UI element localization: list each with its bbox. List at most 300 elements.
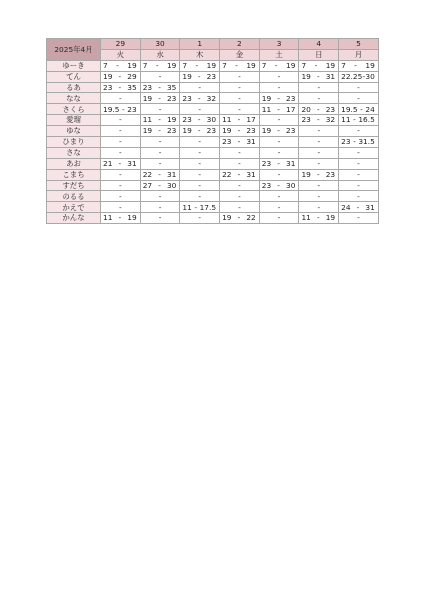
shift-start: 11 <box>222 115 232 125</box>
shift-end: 17 <box>286 104 296 114</box>
staff-name: ゆーき <box>47 60 101 71</box>
shift-range <box>299 106 338 113</box>
shift-start: 22 <box>142 169 153 179</box>
range-separator: - <box>277 104 280 114</box>
staff-row <box>47 60 379 71</box>
no-shift-dash: - <box>238 159 241 169</box>
shift-range <box>299 171 338 178</box>
range-separator: - <box>158 180 161 190</box>
shift-cell <box>101 104 141 115</box>
staff-name: ゆな <box>47 126 101 137</box>
no-shift-dash: - <box>238 148 241 158</box>
day-number: 30 <box>140 39 180 50</box>
no-shift-dash: - <box>119 180 122 190</box>
range-separator: - <box>118 213 122 223</box>
shift-range <box>180 62 219 69</box>
no-shift-dash: - <box>357 148 360 158</box>
no-shift-dash: - <box>198 137 202 147</box>
no-shift-cell <box>299 126 339 137</box>
no-shift-dash: - <box>317 202 321 212</box>
no-shift-cell <box>140 191 180 202</box>
day-number: 2 <box>220 39 260 50</box>
shift-start: 23 <box>103 82 113 92</box>
range-separator: - <box>316 104 320 114</box>
shift-range <box>101 106 140 113</box>
no-shift-cell <box>140 202 180 213</box>
no-shift-cell <box>220 202 260 213</box>
no-shift-cell <box>101 115 141 126</box>
no-shift-dash: - <box>238 82 241 92</box>
no-shift-cell <box>220 104 260 115</box>
no-shift-cell <box>101 147 141 158</box>
shift-range <box>141 127 180 134</box>
no-shift-dash: - <box>277 169 281 179</box>
staff-row <box>47 93 379 104</box>
no-shift-dash: - <box>198 159 202 169</box>
range-separator: - <box>316 213 320 223</box>
shift-end: 31 <box>246 169 256 179</box>
no-shift-dash: - <box>277 71 281 81</box>
no-shift-cell <box>299 137 339 148</box>
range-separator: - <box>158 82 161 92</box>
range-separator: - <box>197 93 201 103</box>
no-shift-cell <box>259 213 299 224</box>
weekday-label: 月 <box>339 49 379 60</box>
shift-range <box>299 214 338 221</box>
shift-range <box>339 204 378 211</box>
range-separator: - <box>277 126 280 136</box>
shift-start: 7 <box>182 61 188 71</box>
staff-name: さな <box>47 147 101 158</box>
shift-end: 19 <box>325 61 336 71</box>
shift-end: 16.5 <box>358 115 375 125</box>
shift-cell <box>299 169 339 180</box>
shift-cell <box>140 115 180 126</box>
shift-range <box>220 214 259 221</box>
no-shift-dash: - <box>119 93 122 103</box>
no-shift-cell <box>140 158 180 169</box>
shift-start: 19 <box>301 169 311 179</box>
no-shift-cell <box>180 82 220 93</box>
no-shift-cell <box>339 82 379 93</box>
shift-end: 19 <box>166 61 177 71</box>
no-shift-dash: - <box>158 137 162 147</box>
no-shift-dash: - <box>357 213 360 223</box>
shift-end: 30 <box>365 71 375 81</box>
no-shift-cell <box>180 169 220 180</box>
shift-cell <box>220 213 260 224</box>
range-separator: - <box>235 61 238 71</box>
weekday-label: 日 <box>299 49 339 60</box>
shift-start: 21 <box>103 159 113 169</box>
shift-range <box>141 62 180 69</box>
no-shift-dash: - <box>238 93 241 103</box>
staff-name: さくら <box>47 104 101 115</box>
no-shift-cell <box>299 191 339 202</box>
shift-end: 32 <box>325 115 336 125</box>
shift-end: 17 <box>246 115 256 125</box>
no-shift-cell <box>339 213 379 224</box>
range-separator: - <box>237 213 241 223</box>
shift-cell <box>339 60 379 71</box>
shift-range <box>220 127 259 134</box>
range-separator: - <box>197 115 201 125</box>
no-shift-dash: - <box>357 169 360 179</box>
no-shift-cell <box>299 158 339 169</box>
shift-cell <box>140 93 180 104</box>
shift-range <box>141 171 180 178</box>
shift-start: 7 <box>261 61 267 71</box>
shift-range <box>299 73 338 80</box>
range-separator: - <box>277 180 280 190</box>
no-shift-dash: - <box>158 202 162 212</box>
shift-end: 23 <box>166 93 177 103</box>
range-separator: - <box>237 169 241 179</box>
shift-cell <box>259 158 299 169</box>
no-shift-cell <box>299 180 339 191</box>
no-shift-cell <box>339 93 379 104</box>
shift-end: 35 <box>166 82 177 92</box>
shift-start: 19 <box>182 126 192 136</box>
shift-cell <box>140 82 180 93</box>
staff-row <box>47 137 379 148</box>
shift-start: 23 <box>301 115 311 125</box>
weekday-label: 木 <box>180 49 220 60</box>
staff-row <box>47 169 379 180</box>
no-shift-dash: - <box>317 191 321 201</box>
no-shift-dash: - <box>317 148 321 158</box>
range-separator: - <box>316 115 320 125</box>
shift-range <box>339 62 378 69</box>
staff-name: てん <box>47 71 101 82</box>
no-shift-cell <box>180 180 220 191</box>
shift-end: 19 <box>246 61 256 71</box>
no-shift-cell <box>101 137 141 148</box>
shift-end: 19 <box>206 61 217 71</box>
shift-cell <box>140 180 180 191</box>
no-shift-dash: - <box>238 71 241 81</box>
shift-end: 23 <box>206 71 217 81</box>
shift-start: 23 <box>182 93 192 103</box>
range-separator: - <box>353 115 356 125</box>
no-shift-cell <box>259 82 299 93</box>
shift-end: 30 <box>166 180 177 190</box>
shift-start: 19 <box>222 126 232 136</box>
shift-end: 30 <box>206 115 217 125</box>
staff-row <box>47 202 379 213</box>
no-shift-cell <box>140 137 180 148</box>
shift-range <box>339 138 378 145</box>
no-shift-cell <box>180 137 220 148</box>
shift-range <box>180 127 219 134</box>
range-separator: - <box>237 137 241 147</box>
shift-range <box>260 182 299 189</box>
shift-end: 31 <box>127 159 137 169</box>
shift-range <box>260 106 299 113</box>
shift-cell <box>299 60 339 71</box>
no-shift-cell <box>259 191 299 202</box>
shift-start: 20 <box>301 104 311 114</box>
staff-name: すだち <box>47 180 101 191</box>
range-separator: - <box>354 61 357 71</box>
no-shift-dash: - <box>198 169 202 179</box>
no-shift-dash: - <box>158 71 162 81</box>
shift-range <box>299 62 338 69</box>
range-separator: - <box>158 93 161 103</box>
no-shift-dash: - <box>357 159 360 169</box>
no-shift-dash: - <box>357 126 360 136</box>
shift-start: 24 <box>341 202 351 212</box>
weekday-label: 火 <box>101 49 141 60</box>
shift-end: 31 <box>246 137 256 147</box>
no-shift-cell <box>259 202 299 213</box>
no-shift-cell <box>220 180 260 191</box>
no-shift-dash: - <box>119 148 122 158</box>
no-shift-dash: - <box>198 191 202 201</box>
shift-cell <box>220 137 260 148</box>
shift-cell <box>339 115 379 126</box>
no-shift-cell <box>180 158 220 169</box>
staff-row <box>47 126 379 137</box>
staff-name: あお <box>47 158 101 169</box>
shift-start: 19 <box>182 71 192 81</box>
range-separator: - <box>274 61 278 71</box>
no-shift-cell <box>339 191 379 202</box>
shift-end: 30 <box>286 180 296 190</box>
range-separator: - <box>362 71 366 81</box>
shift-start: 19 <box>142 126 153 136</box>
shift-cell <box>140 60 180 71</box>
day-number: 4 <box>299 39 339 50</box>
staff-row <box>47 158 379 169</box>
shift-cell <box>180 93 220 104</box>
shift-start: 11 <box>103 213 113 223</box>
no-shift-cell <box>101 169 141 180</box>
no-shift-dash: - <box>317 159 321 169</box>
no-shift-dash: - <box>119 137 122 147</box>
shift-cell <box>299 71 339 82</box>
shift-start: 7 <box>222 61 227 71</box>
shift-cell <box>299 213 339 224</box>
shift-range <box>141 116 180 123</box>
shift-range <box>101 160 140 167</box>
staff-name: 愛瑠 <box>47 115 101 126</box>
staff-name: こまち <box>47 169 101 180</box>
no-shift-dash: - <box>357 191 360 201</box>
range-separator: - <box>158 169 161 179</box>
no-shift-cell <box>180 104 220 115</box>
shift-range <box>141 182 180 189</box>
staff-name: なな <box>47 93 101 104</box>
shift-range <box>339 73 378 80</box>
shift-cell <box>101 82 141 93</box>
range-separator: - <box>194 202 198 212</box>
no-shift-dash: - <box>317 126 321 136</box>
shift-start: 23 <box>222 137 232 147</box>
shift-schedule-table <box>46 38 379 224</box>
staff-row <box>47 191 379 202</box>
shift-start: 11 <box>182 202 192 212</box>
range-separator: - <box>195 61 199 71</box>
shift-range <box>260 160 299 167</box>
shift-start: 23 <box>142 82 153 92</box>
staff-row <box>47 147 379 158</box>
shift-cell <box>339 137 379 148</box>
shift-start: 7 <box>142 61 148 71</box>
no-shift-dash: - <box>158 104 162 114</box>
shift-cell <box>180 126 220 137</box>
shift-cell <box>339 71 379 82</box>
range-separator: - <box>277 159 280 169</box>
shift-cell <box>101 213 141 224</box>
shift-cell <box>180 115 220 126</box>
shift-start: 19 <box>142 93 153 103</box>
no-shift-dash: - <box>119 202 122 212</box>
range-separator: - <box>314 61 318 71</box>
shift-range <box>260 62 299 69</box>
shift-cell <box>180 60 220 71</box>
range-separator: - <box>158 115 161 125</box>
shift-end: 31 <box>325 71 336 81</box>
no-shift-cell <box>220 93 260 104</box>
shift-start: 19.5 <box>341 104 358 114</box>
no-shift-dash: - <box>198 180 202 190</box>
day-number-row <box>47 39 379 50</box>
shift-cell <box>259 180 299 191</box>
shift-range <box>180 95 219 102</box>
no-shift-dash: - <box>198 104 202 114</box>
shift-end: 31 <box>286 159 296 169</box>
shift-range <box>101 214 140 221</box>
shift-range <box>260 127 299 134</box>
no-shift-cell <box>299 93 339 104</box>
no-shift-cell <box>259 137 299 148</box>
shift-start: 7 <box>341 61 346 71</box>
shift-range <box>299 116 338 123</box>
shift-cell <box>220 126 260 137</box>
range-separator: - <box>360 104 363 114</box>
shift-start: 11 <box>301 213 311 223</box>
shift-end: 23 <box>166 126 177 136</box>
shift-cell <box>180 71 220 82</box>
range-separator: - <box>122 104 125 114</box>
shift-end: 19 <box>325 213 336 223</box>
range-separator: - <box>118 71 122 81</box>
no-shift-dash: - <box>119 169 122 179</box>
no-shift-dash: - <box>119 126 122 136</box>
shift-start: 7 <box>103 61 108 71</box>
range-separator: - <box>197 126 201 136</box>
no-shift-cell <box>101 93 141 104</box>
no-shift-dash: - <box>158 148 162 158</box>
staff-name: かんな <box>47 213 101 224</box>
shift-start: 23 <box>182 115 192 125</box>
no-shift-cell <box>140 104 180 115</box>
no-shift-cell <box>220 191 260 202</box>
shift-cell <box>299 115 339 126</box>
no-shift-cell <box>101 126 141 137</box>
no-shift-cell <box>220 147 260 158</box>
shift-end: 23 <box>286 126 296 136</box>
no-shift-cell <box>339 169 379 180</box>
range-separator: - <box>353 137 356 147</box>
shift-cell <box>180 202 220 213</box>
no-shift-dash: - <box>357 82 360 92</box>
shift-cell <box>299 104 339 115</box>
weekday-label: 水 <box>140 49 180 60</box>
no-shift-cell <box>259 169 299 180</box>
shift-start: 22 <box>222 169 232 179</box>
range-separator: - <box>277 93 280 103</box>
no-shift-cell <box>220 71 260 82</box>
day-number: 5 <box>339 39 379 50</box>
shift-end: 17.5 <box>199 202 217 212</box>
shift-cell <box>259 60 299 71</box>
shift-cell <box>259 104 299 115</box>
day-number: 29 <box>101 39 141 50</box>
day-number: 3 <box>259 39 299 50</box>
no-shift-cell <box>259 71 299 82</box>
range-separator: - <box>116 61 119 71</box>
shift-start: 23 <box>341 137 351 147</box>
no-shift-dash: - <box>158 213 162 223</box>
shift-end: 35 <box>127 82 137 92</box>
shift-start: 11 <box>341 115 351 125</box>
no-shift-cell <box>339 180 379 191</box>
shift-end: 23 <box>246 126 256 136</box>
shift-end: 19 <box>365 61 375 71</box>
shift-range <box>339 106 378 113</box>
staff-row <box>47 71 379 82</box>
no-shift-cell <box>101 180 141 191</box>
no-shift-cell <box>101 202 141 213</box>
no-shift-dash: - <box>277 82 281 92</box>
shift-end: 19 <box>166 115 177 125</box>
no-shift-cell <box>299 202 339 213</box>
no-shift-dash: - <box>277 213 281 223</box>
schedule-body <box>47 60 379 223</box>
staff-name: るあ <box>47 82 101 93</box>
shift-start: 19 <box>222 213 232 223</box>
no-shift-dash: - <box>277 148 281 158</box>
shift-range <box>220 171 259 178</box>
shift-range <box>101 73 140 80</box>
day-number: 1 <box>180 39 220 50</box>
shift-range <box>180 116 219 123</box>
shift-cell <box>339 202 379 213</box>
shift-end: 19 <box>127 213 137 223</box>
no-shift-dash: - <box>198 82 202 92</box>
shift-end: 19 <box>127 61 137 71</box>
shift-range <box>220 116 259 123</box>
no-shift-dash: - <box>277 202 281 212</box>
shift-end: 22 <box>246 213 256 223</box>
no-shift-dash: - <box>238 180 241 190</box>
no-shift-cell <box>339 158 379 169</box>
shift-start: 27 <box>142 180 153 190</box>
shift-range <box>180 73 219 80</box>
shift-range <box>260 95 299 102</box>
range-separator: - <box>155 61 159 71</box>
month-label: 2025年4月 <box>47 39 101 61</box>
shift-range <box>180 204 219 211</box>
no-shift-dash: - <box>357 93 360 103</box>
shift-cell <box>220 60 260 71</box>
shift-start: 11 <box>261 104 272 114</box>
no-shift-cell <box>339 147 379 158</box>
shift-cell <box>220 169 260 180</box>
shift-end: 24 <box>365 104 375 114</box>
